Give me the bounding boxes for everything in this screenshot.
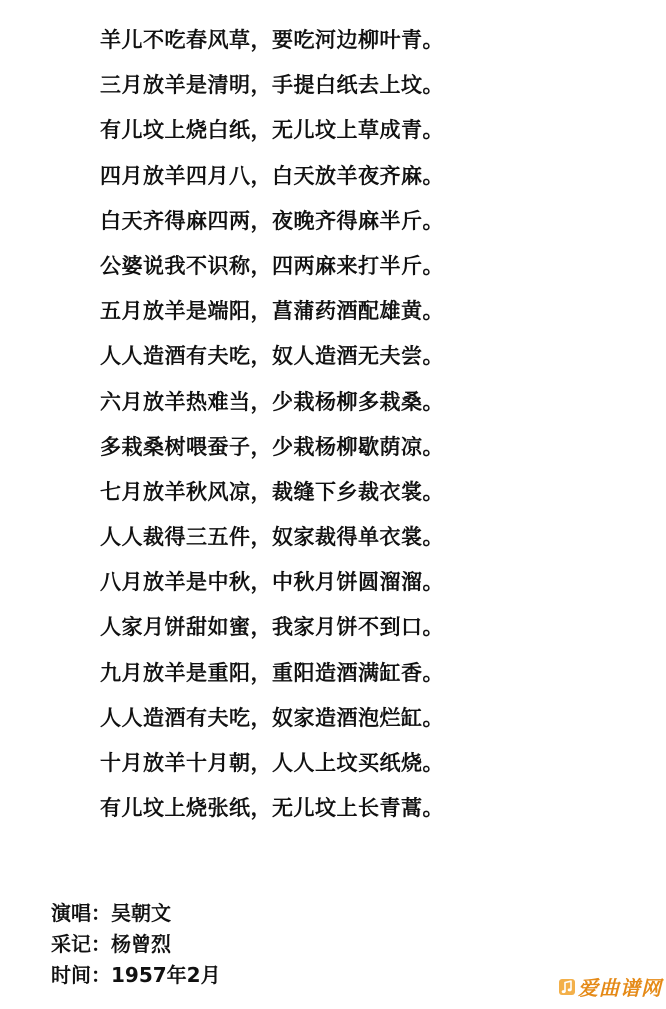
lyric-line: 四月放羊四月八，白天放羊夜齐麻。: [100, 163, 444, 188]
lyric-line: 人人造酒有夫吃，奴家造酒泡烂缸。: [100, 705, 444, 730]
credit-separator: ：: [91, 932, 111, 956]
lyric-line: 九月放羊是重阳，重阳造酒满缸香。: [100, 660, 444, 685]
credit-singer-label: 演唱: [51, 901, 91, 925]
credit-singer-value: 吴朝文: [111, 901, 171, 925]
credit-date-value: 1957年2月: [111, 963, 221, 987]
lyric-line: 人人造酒有夫吃，奴人造酒无夫尝。: [100, 344, 444, 369]
credit-recorder-label: 采记: [51, 932, 91, 956]
lyric-line: 多栽桑树喂蚕子，少栽杨柳歇荫凉。: [100, 434, 444, 459]
lyric-line: 六月放羊热难当，少栽杨柳多栽桑。: [100, 389, 444, 414]
lyric-line: 十月放羊十月朝，人人上坟买纸烧。: [100, 751, 444, 775]
credit-date: [51, 960, 221, 991]
lyric-line: 有儿坟上烧张纸，无儿坟上长青蒿。: [100, 796, 444, 821]
lyric-line: 有儿坟上烧白纸，无儿坟上草成青。: [100, 118, 444, 143]
credits-block: [51, 898, 221, 991]
lyric-line: 七月放羊秋风凉，裁缝下乡裁衣裳。: [100, 479, 444, 504]
site-watermark: [558, 972, 662, 1001]
watermark-text: 爱曲谱网: [578, 976, 662, 1000]
credit-recorder: [51, 929, 221, 960]
lyrics-list: [100, 25, 520, 838]
lyric-line: 羊儿不吃春风草，要吃河边柳叶青。: [100, 28, 444, 52]
lyric-line: 五月放羊是端阳，菖蒲药酒配雄黄。: [100, 299, 444, 324]
lyric-line: 人家月饼甜如蜜，我家月饼不到口。: [100, 615, 444, 640]
lyric-line: 公婆说我不识称，四两麻来打半斤。: [100, 253, 444, 278]
lyric-line: 三月放羊是清明，手提白纸去上坟。: [100, 73, 444, 98]
credit-recorder-value: 杨曾烈: [111, 932, 171, 956]
credit-date-label: 时间: [51, 963, 91, 987]
lyric-line: 白天齐得麻四两，夜晚齐得麻半斤。: [100, 208, 444, 233]
lyric-line: 八月放羊是中秋，中秋月饼圆溜溜。: [100, 570, 444, 595]
credit-separator: ：: [91, 901, 111, 925]
credit-singer: [51, 898, 221, 929]
credit-separator: ：: [91, 963, 111, 987]
lyric-line: 人人裁得三五件，奴家裁得单衣裳。: [100, 525, 444, 550]
music-note-icon: [558, 977, 576, 997]
